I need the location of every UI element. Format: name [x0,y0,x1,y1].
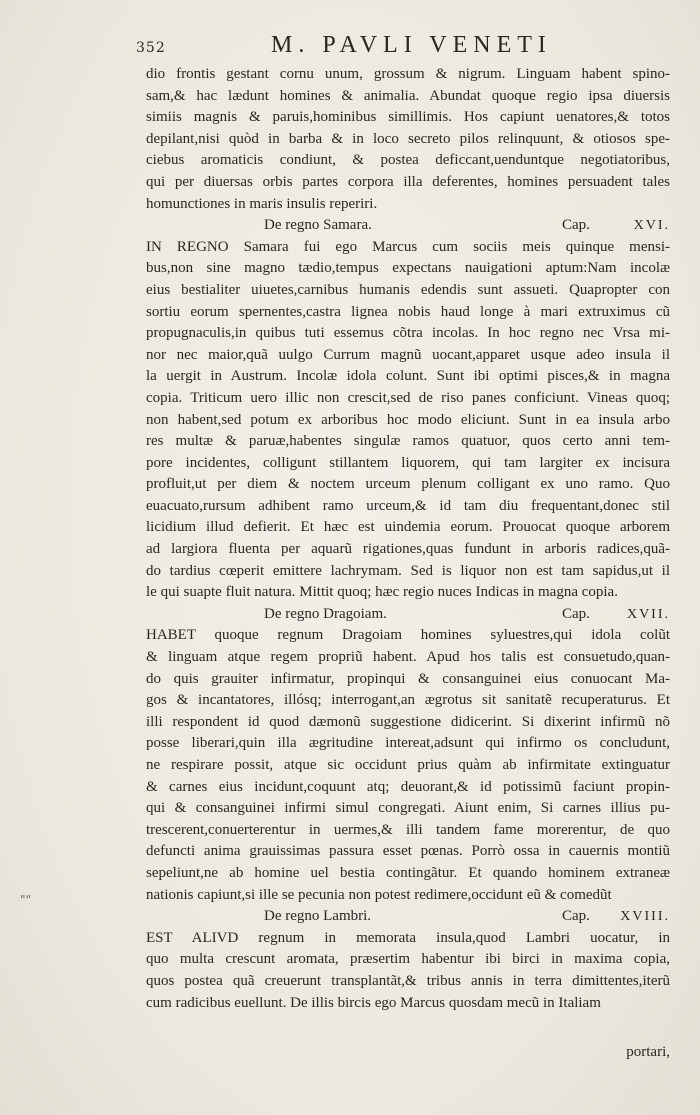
text-line: euacuato,rursum adhibent ramo urceum,& id tam diu frequentant,donec stil [146,497,670,514]
text-line: nationis capiunt,si ille se pecunia non potest redimere,occidunt eũ & comedũt [146,886,612,903]
text-line: sortiu eorum spernentes,castra lignea nobis haud longe à mari extruximus cũ [146,303,670,320]
text-line: homunctiones in maris insulis reperiri. [146,195,378,212]
paragraph-4 [146,928,670,1014]
text-line: gos & incantatores, illósq; interrogant,an ægrotus sit sanitatẽ recuperaturus. Et [146,692,670,709]
text-line: sepeliunt,ne ab homine uel bestia contingãtur. Et quando hominem extraneæ [146,864,670,881]
chapter-heading-18 [146,906,670,928]
text-line: depilant,nisi quòd in barba & in loco secreto pilos relinquunt, & otiosos spe- [146,130,670,147]
paragraph-1 [146,64,670,215]
text-line: le qui suapte fluit natura. Mittit quoq; hæc regio nuces Indicas in magna copia. [146,584,618,601]
chapter-number: XVII. [626,606,670,622]
text-line: & linguam atque regem propriũ habent. Apud hos talis est consuetudo,quan- [146,649,670,666]
text-block [146,64,670,1014]
page-header [136,32,680,62]
text-line: trescerent,conuerterentur in uermes,& illi tandem fame morerentur, de quo [146,821,670,838]
text-line: dio frontis gestant cornu unum, grossum & nigrum. Linguam habent spino- [146,66,670,82]
text-line: profluit,ut per diem & noctem urceum plenum colligant ex uno ramo. Quo [146,476,670,493]
text-line: do tardius cœperit emittere lachrymam. Sed is liquor non est tam sapidus,ut il [146,562,670,579]
text-line: ad largiora fluenta per aquarũ rigationes,quas fundunt in arboris radices,quã- [146,541,670,558]
chapter-title: De regno Lambri. [264,908,372,925]
text-line: qui per diuersas orbis partes corpora illa deferentes, homines persuadent tales [146,173,670,190]
text-line: quos postea quã creuerunt transplantãt,& tribus annis in terra dimittentes,iterũ [146,972,670,989]
text-line: res multæ & paruæ,habentes singulæ ramos quatuor, quos certo anni tem- [146,433,670,450]
text-line: & carnes eius incidunt,coquunt atq; deuorant,& id potissimũ faciunt propin- [146,778,670,795]
running-head: M. PAVLI VENETI [271,32,552,58]
text-line: cum radicibus euellunt. De illis bircis ego Marcus quosdam mecũ in Italiam [146,994,601,1011]
paragraph-2 [146,237,670,604]
text-line: sam,& hac lædunt homines & animalia. Abundat quoque regio ipsa diuersis [146,87,670,104]
chapter-title: De regno Dragoiam. [264,605,387,622]
text-line: quo multa crescunt aromata, præsertim habentur ibi birci in maxima copia, [146,951,670,968]
chapter-heading-17 [146,604,670,626]
text-line: non habent,sed potum ex arboribus hoc modo eliciunt. Sunt in ea insula arbo [146,411,670,428]
paragraph-3 [146,625,670,906]
text-line: do quis grauiter infirmatur, propinqui & consanguinei eius conuocant Ma- [146,670,670,687]
chapter-title: De regno Samara. [264,217,372,234]
chapter-heading-16 [146,215,670,237]
text-line: illi respondent id quod dæmonũ suggestione didicerint. Si dixerint infirmũ nõ [146,713,670,730]
text-line: copia. Triticum uero illic non crescit,sed de riso panes conficiunt. Vineas quoq; [146,389,670,406]
text-line: EST ALIVD regnum in memorata insula,quod Lambri uocatur, in [146,929,670,946]
chapter-number: XVI. [633,218,670,234]
text-line: simiis magnis & paruis,hominibus simillimis. Hos capiunt uenatores,& totos [146,109,670,126]
margin-mark: "" [20,893,32,907]
text-line: nor nec maior,quã uulgo Currum magnũ uocant,apparet usque adeo insula il [146,346,670,363]
text-line: la uergit in Austrum. Incolæ idola colunt. Sunt ibi optimi pisces,& in magna [146,368,670,385]
page-number: 352 [136,40,166,56]
text-line: posse liberari,quin illa ægritudine intereat,adsunt qui infirmo os concludunt, [146,735,670,752]
chapter-label: Cap. [562,605,590,622]
text-line: qui & consanguinei infirmi simul congregati. Aiunt enim, Si carnes illius pu- [146,800,670,817]
text-line: ne respirare possit, atque sic occidunt prius quàm ab infirmitate extinguatur [146,757,670,773]
text-line: propugnaculis,in quibus tuti essemus cõtra incolas. In hoc regno nec Vrsa mi- [146,325,670,342]
chapter-label: Cap. [562,908,590,925]
chapter-label: Cap. [562,217,590,234]
text-line: IN REGNO Samara fui ego Marcus cum sociis meis quinque mensi- [146,238,670,255]
chapter-number: XVIII. [620,909,670,925]
text-line: defuncti anima grauissimas passura esset pœnas. Porrò ossa in cauernis montiũ [146,843,670,860]
text-line: HABET quoque regnum Dragoiam homines syluestres,qui idola colũt [146,627,670,644]
text-line: licidium illud defierit. Et hæc est uindemia eorum. Prouocat quoque arborem [146,519,670,536]
text-line: pore incidentes, colligunt stillantem liquorem, qui tam largiter ex incisura [146,454,670,471]
text-line: eius bestialiter uiuetes,carnibus humanis edendis sunt assueti. Quapropter con [146,281,670,298]
catchword: portari, [626,1044,670,1060]
text-line: bus,non sine magno tædio,tempus expectans nauigationi aptum:Nam incolæ [146,260,670,277]
text-line: ciebus aromaticis condiunt, & postea deficcant,uenduntque negotiatoribus, [146,152,670,169]
